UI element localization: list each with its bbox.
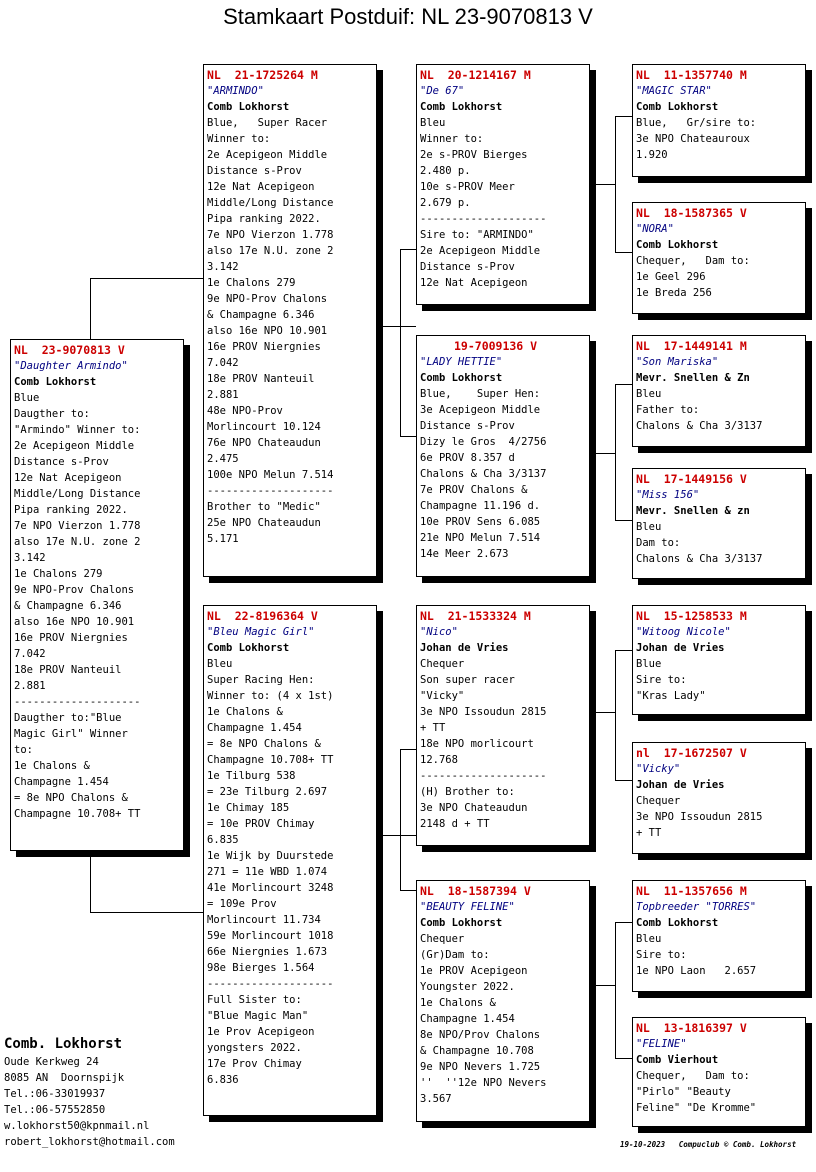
detail-line: 25e NPO Chateaudun (207, 517, 321, 529)
detail-line: 12e Nat Acepigeon (207, 181, 315, 193)
ring-number: NL 18-1587365 V (636, 206, 747, 220)
connector-line (400, 436, 416, 437)
pigeon-card-ffm (632, 202, 806, 314)
detail-line: Bleu (636, 521, 662, 533)
detail-line: 7.042 (207, 357, 239, 369)
pigeon-name: "FELINE" (636, 1038, 687, 1050)
connector-line (615, 650, 632, 651)
connector-line (589, 712, 615, 713)
connector-line (615, 384, 616, 520)
detail-line: = 8e NPO Chalons & (207, 738, 321, 750)
detail-line: 7e NPO Vierzon 1.778 (14, 520, 141, 532)
breeder-name: Comb Lokhorst (207, 642, 290, 654)
detail-line: Super Racing Hen: (207, 674, 315, 686)
detail-line: 2148 d + TT (420, 818, 490, 830)
detail-line: 1e Chalons 279 (207, 277, 296, 289)
pigeon-name: "BEAUTY FELINE" (420, 901, 515, 913)
detail-line: 16e PROV Niergnies (14, 632, 128, 644)
connector-line (589, 184, 615, 185)
detail-line: 1e Chalons & (207, 706, 283, 718)
detail-line: Sire to: "ARMINDO" (420, 229, 534, 241)
ring-number: NL 22-8196364 V (207, 609, 318, 623)
connector-line (615, 922, 616, 1058)
breeder-name: Comb Lokhorst (420, 917, 503, 929)
ring-number: NL 11-1357740 M (636, 68, 747, 82)
connector-line (400, 249, 401, 436)
detail-line: Blue, Gr/sire to: (636, 117, 757, 129)
detail-line: Son super racer (420, 674, 515, 686)
detail-line: 1.920 (636, 149, 668, 161)
detail-line: Sire to: (636, 949, 687, 961)
ring-number: NL 15-1258533 M (636, 609, 747, 623)
detail-line: 6.835 (207, 834, 239, 846)
connector-line (400, 749, 416, 750)
detail-line: Brother to "Medic" (207, 501, 321, 513)
card-details (636, 519, 802, 567)
connector-line (615, 520, 632, 521)
ring-number: NL 11-1357656 M (636, 884, 747, 898)
detail-line: Chalons & Cha 3/3137 (420, 468, 547, 480)
card-details (636, 793, 802, 841)
detail-line: Winner to: (4 x 1st) (207, 690, 334, 702)
connector-line (615, 922, 632, 923)
detail-line: Chequer (636, 795, 681, 807)
pigeon-name: Topbreeder "TORRES" (636, 901, 757, 913)
card-details (636, 656, 802, 704)
detail-line: 16e PROV Niergnies (207, 341, 321, 353)
connector-line (90, 278, 204, 279)
detail-line: + TT (636, 827, 662, 839)
breeder-name: Comb Lokhorst (420, 101, 503, 113)
page-title: Stamkaart Postduif: NL 23-9070813 V (223, 4, 593, 29)
ring-number: 19-7009136 V (454, 339, 538, 353)
ring-number: NL 13-1816397 V (636, 1021, 747, 1035)
connector-line (589, 985, 615, 986)
detail-line: 8e NPO/Prov Chalons (420, 1029, 541, 1041)
ring-number: NL 17-1449156 V (636, 472, 747, 486)
ring-number: NL 23-9070813 V (14, 343, 125, 357)
detail-line: "Kras Lady" (636, 690, 706, 702)
pigeon-name: "Miss 156" (636, 489, 700, 501)
pigeon-card-father (203, 64, 377, 577)
connector-line (90, 912, 204, 913)
connector-line (376, 835, 416, 836)
detail-line: 2.480 p. (420, 165, 471, 177)
ring-number: NL 17-1449141 M (636, 339, 747, 353)
detail-line: 1e Tilburg 538 (207, 770, 296, 782)
detail-line: Winner to: (420, 133, 484, 145)
connector-line (589, 453, 615, 454)
card-details (420, 656, 586, 832)
pigeon-name: "NORA" (636, 223, 674, 235)
detail-line: 2e Acepigeon Middle (207, 149, 328, 161)
detail-line: Champagne 11.196 d. (420, 500, 541, 512)
pigeon-card-mff (632, 605, 806, 715)
detail-line: Distance s-Prov (207, 165, 302, 177)
detail-line: Champagne 10.708+ TT (14, 808, 141, 820)
detail-line: also 17e N.U. zone 2 (14, 536, 141, 548)
pigeon-card-mother-father (416, 605, 590, 846)
ring-number: NL 20-1214167 M (420, 68, 531, 82)
detail-line: Blue, Super Hen: (420, 388, 541, 400)
detail-line: "Armindo" Winner to: (14, 424, 141, 436)
card-details (420, 386, 586, 562)
breeder-name: Mevr. Snellen & zn (636, 505, 750, 517)
detail-line: Chequer (420, 658, 465, 670)
detail-line: Distance s-Prov (420, 420, 515, 432)
detail-line: 1e Prov Acepigeon (207, 1026, 315, 1038)
detail-line: Chequer, Dam to: (636, 1070, 750, 1082)
detail-line: 9e NPO-Prov Chalons (14, 584, 135, 596)
connector-line (90, 278, 91, 340)
detail-line: 3.142 (207, 261, 239, 273)
pigeon-name: "Daughter Armindo" (14, 360, 128, 372)
connector-line (615, 650, 616, 780)
connector-line (615, 780, 632, 781)
detail-line: 1e Chalons & (420, 997, 496, 1009)
card-details (636, 1068, 802, 1116)
card-details (207, 115, 373, 547)
breeder-name: Comb Lokhorst (636, 917, 719, 929)
connector-line (400, 890, 416, 891)
detail-line: 17e Prov Chimay (207, 1058, 302, 1070)
card-details (420, 115, 586, 291)
detail-line: 12e Nat Acepigeon (14, 472, 122, 484)
owner-contact-block (4, 1034, 175, 1150)
detail-line: 66e Niergnies 1.673 (207, 946, 328, 958)
detail-line: 6.836 (207, 1074, 239, 1086)
detail-line: 1e Chalons & (14, 760, 90, 772)
pigeon-card-mmf (632, 880, 806, 992)
detail-line: 14e Meer 2.673 (420, 548, 509, 560)
card-details (207, 656, 373, 1088)
detail-line: Chequer (420, 933, 465, 945)
detail-line: -------------------- (207, 485, 334, 497)
connector-line (615, 116, 616, 252)
detail-line: -------------------- (420, 770, 547, 782)
detail-line: Chalons & Cha 3/3137 (636, 420, 763, 432)
pigeon-name: "LADY HETTIE" (420, 356, 503, 368)
detail-line: 3e Acepigeon Middle (420, 404, 541, 416)
detail-line: 2.881 (14, 680, 46, 692)
detail-line: 9e NPO Nevers 1.725 (420, 1061, 541, 1073)
detail-line: 5.171 (207, 533, 239, 545)
owner-contact-lines (4, 1054, 175, 1150)
detail-line: to: (14, 744, 33, 756)
detail-line: -------------------- (14, 696, 141, 708)
detail-line: "Vicky" (420, 690, 465, 702)
detail-line: Bleu (636, 933, 662, 945)
detail-line: 1e Geel 296 (636, 271, 706, 283)
detail-line: 10e PROV Sens 6.085 (420, 516, 541, 528)
connector-line (400, 749, 401, 890)
detail-line: Magic Girl" Winner (14, 728, 128, 740)
detail-line: Pipa ranking 2022. (14, 504, 128, 516)
detail-line: 9e NPO-Prov Chalons (207, 293, 328, 305)
detail-line: 7e NPO Vierzon 1.778 (207, 229, 334, 241)
detail-line: 3e NPO Chateaudun (420, 802, 528, 814)
detail-line: Sire to: (636, 674, 687, 686)
detail-line: 2.475 (207, 453, 239, 465)
detail-line: '' ''12e NPO Nevers (420, 1077, 547, 1089)
pigeon-name: "Vicky" (636, 763, 681, 775)
card-details (636, 253, 802, 301)
detail-line: Blue, Super Racer (207, 117, 328, 129)
detail-line: Champagne 1.454 (420, 1013, 515, 1025)
detail-line: 18e NPO morlicourt (420, 738, 534, 750)
detail-line: 3.142 (14, 552, 46, 564)
breeder-name: Johan de Vries (420, 642, 509, 654)
detail-line: Daugther to:"Blue (14, 712, 122, 724)
detail-line: 59e Morlincourt 1018 (207, 930, 334, 942)
pigeon-card-subject (10, 339, 184, 851)
detail-line: 1e PROV Acepigeon (420, 965, 528, 977)
detail-line: Morlincourt 11.734 (207, 914, 321, 926)
detail-line: 7.042 (14, 648, 46, 660)
breeder-name: Johan de Vries (636, 779, 725, 791)
footer-credit: 19-10-2023 Compuclub © Comb. Lokhorst (620, 1140, 797, 1149)
pigeon-card-mother (203, 605, 377, 1116)
breeder-name: Comb Lokhorst (636, 101, 719, 113)
detail-line: Chalons & Cha 3/3137 (636, 553, 763, 565)
detail-line: Champagne 10.708+ TT (207, 754, 334, 766)
connector-line (400, 249, 416, 250)
detail-line: Daugther to: (14, 408, 90, 420)
contact-line: w.lokhorst50@kpnmail.nl (4, 1120, 150, 1132)
detail-line: Bleu (636, 388, 662, 400)
detail-line: 1e Wijk by Duurstede (207, 850, 334, 862)
detail-line: 3e NPO Chateauroux (636, 133, 750, 145)
detail-line: Morlincourt 10.124 (207, 421, 321, 433)
connector-line (376, 326, 416, 327)
detail-line: 18e PROV Nanteuil (14, 664, 122, 676)
card-details (420, 931, 586, 1107)
detail-line: (Gr)Dam to: (420, 949, 490, 961)
ring-number: NL 18-1587394 V (420, 884, 531, 898)
detail-line: Full Sister to: (207, 994, 302, 1006)
card-details (14, 390, 180, 822)
detail-line: Distance s-Prov (14, 456, 109, 468)
detail-line: 2e Acepigeon Middle (14, 440, 135, 452)
detail-line: 1e Chalons 279 (14, 568, 103, 580)
detail-line: Feline" "De Kromme" (636, 1102, 757, 1114)
detail-line: 1e Breda 256 (636, 287, 712, 299)
detail-line: Dam to: (636, 537, 681, 549)
detail-line: "Pirlo" "Beauty (636, 1086, 731, 1098)
detail-line: 271 = 11e WBD 1.074 (207, 866, 328, 878)
connector-line (615, 1058, 632, 1059)
detail-line: & Champagne 10.708 (420, 1045, 534, 1057)
detail-line: 2.881 (207, 389, 239, 401)
detail-line: 2.679 p. (420, 197, 471, 209)
card-details (636, 931, 802, 979)
detail-line: 21e NPO Melun 7.514 (420, 532, 541, 544)
detail-line: -------------------- (420, 213, 547, 225)
contact-line: Tel.:06-57552850 (4, 1104, 106, 1116)
detail-line: Father to: (636, 404, 700, 416)
detail-line: 3e NPO Issoudun 2815 (636, 811, 763, 823)
detail-line: 2e Acepigeon Middle (420, 245, 541, 257)
detail-line: yongsters 2022. (207, 1042, 302, 1054)
detail-line: & Champagne 6.346 (14, 600, 122, 612)
pigeon-card-father-father (416, 64, 590, 305)
detail-line: 41e Morlincourt 3248 (207, 882, 334, 894)
breeder-name: Comb Vierhout (636, 1054, 719, 1066)
pigeon-card-fff (632, 64, 806, 177)
connector-line (615, 116, 632, 117)
detail-line: Blue (636, 658, 662, 670)
detail-line: + TT (420, 722, 446, 734)
contact-line: robert_lokhorst@hotmail.com (4, 1136, 175, 1148)
detail-line: 3.567 (420, 1093, 452, 1105)
detail-line: 12e Nat Acepigeon (420, 277, 528, 289)
detail-line: Distance s-Prov (420, 261, 515, 273)
breeder-name: Comb Lokhorst (636, 239, 719, 251)
pigeon-name: "Witoog Nicole" (636, 626, 731, 638)
ring-number: NL 21-1725264 M (207, 68, 318, 82)
detail-line: & Champagne 6.346 (207, 309, 315, 321)
detail-line: 1e Chimay 185 (207, 802, 290, 814)
detail-line: Middle/Long Distance (207, 197, 334, 209)
detail-line: Bleu (207, 658, 233, 670)
pigeon-card-mother-mother (416, 880, 590, 1122)
detail-line: -------------------- (207, 978, 334, 990)
breeder-name: Mevr. Snellen & Zn (636, 372, 750, 384)
pigeon-name: "De 67" (420, 85, 465, 97)
ring-number: NL 21-1533324 M (420, 609, 531, 623)
contact-line: 8085 AN Doornspijk (4, 1072, 125, 1084)
detail-line: 12.768 (420, 754, 458, 766)
connector-line (615, 384, 632, 385)
connector-line (615, 252, 632, 253)
detail-line: = 10e PROV Chimay (207, 818, 315, 830)
breeder-name: Comb Lokhorst (14, 376, 97, 388)
detail-line: = 109e Prov (207, 898, 277, 910)
breeder-name: Johan de Vries (636, 642, 725, 654)
pigeon-card-father-mother (416, 335, 590, 577)
pigeon-card-fmf (632, 335, 806, 447)
contact-line: Oude Kerkweg 24 (4, 1056, 99, 1068)
detail-line: = 8e NPO Chalons & (14, 792, 128, 804)
pigeon-name: "Son Mariska" (636, 356, 719, 368)
connector-line (90, 852, 91, 912)
detail-line: Champagne 1.454 (207, 722, 302, 734)
detail-line: 100e NPO Melun 7.514 (207, 469, 334, 481)
detail-line: Chequer, Dam to: (636, 255, 750, 267)
contact-line: Tel.:06-33019937 (4, 1088, 106, 1100)
detail-line: Youngster 2022. (420, 981, 515, 993)
detail-line: 18e PROV Nanteuil (207, 373, 315, 385)
detail-line: Bleu (420, 117, 446, 129)
breeder-name: Comb Lokhorst (420, 372, 503, 384)
ring-number: nl 17-1672507 V (636, 746, 747, 760)
detail-line: 7e PROV Chalons & (420, 484, 528, 496)
detail-line: Dizy le Gros 4/2756 (420, 436, 547, 448)
detail-line: 3e NPO Issoudun 2815 (420, 706, 547, 718)
detail-line: (H) Brother to: (420, 786, 515, 798)
detail-line: also 16e NPO 10.901 (207, 325, 328, 337)
pigeon-name: "ARMINDO" (207, 85, 264, 97)
detail-line: 2e s-PROV Bierges (420, 149, 528, 161)
detail-line: 10e s-PROV Meer (420, 181, 515, 193)
detail-line: Middle/Long Distance (14, 488, 141, 500)
detail-line: Winner to: (207, 133, 271, 145)
detail-line: Blue (14, 392, 40, 404)
pigeon-card-fmm (632, 468, 806, 579)
pigeon-name: "MAGIC STAR" (636, 85, 712, 97)
detail-line: 76e NPO Chateaudun (207, 437, 321, 449)
pigeon-card-mfm (632, 742, 806, 854)
detail-line: also 17e N.U. zone 2 (207, 245, 334, 257)
detail-line: Champagne 1.454 (14, 776, 109, 788)
detail-line: = 23e Tilburg 2.697 (207, 786, 328, 798)
owner-name: Comb. Lokhorst (4, 1036, 123, 1052)
card-details (636, 115, 802, 163)
detail-line: 48e NPO-Prov (207, 405, 283, 417)
detail-line: "Blue Magic Man" (207, 1010, 309, 1022)
pigeon-card-mmm (632, 1017, 806, 1127)
detail-line: Pipa ranking 2022. (207, 213, 321, 225)
detail-line: 6e PROV 8.357 d (420, 452, 515, 464)
pigeon-name: "Bleu Magic Girl" (207, 626, 315, 638)
breeder-name: Comb Lokhorst (207, 101, 290, 113)
detail-line: also 16e NPO 10.901 (14, 616, 135, 628)
pigeon-name: "Nico" (420, 626, 458, 638)
detail-line: 98e Bierges 1.564 (207, 962, 315, 974)
card-details (636, 386, 802, 434)
detail-line: 1e NPO Laon 2.657 (636, 965, 757, 977)
